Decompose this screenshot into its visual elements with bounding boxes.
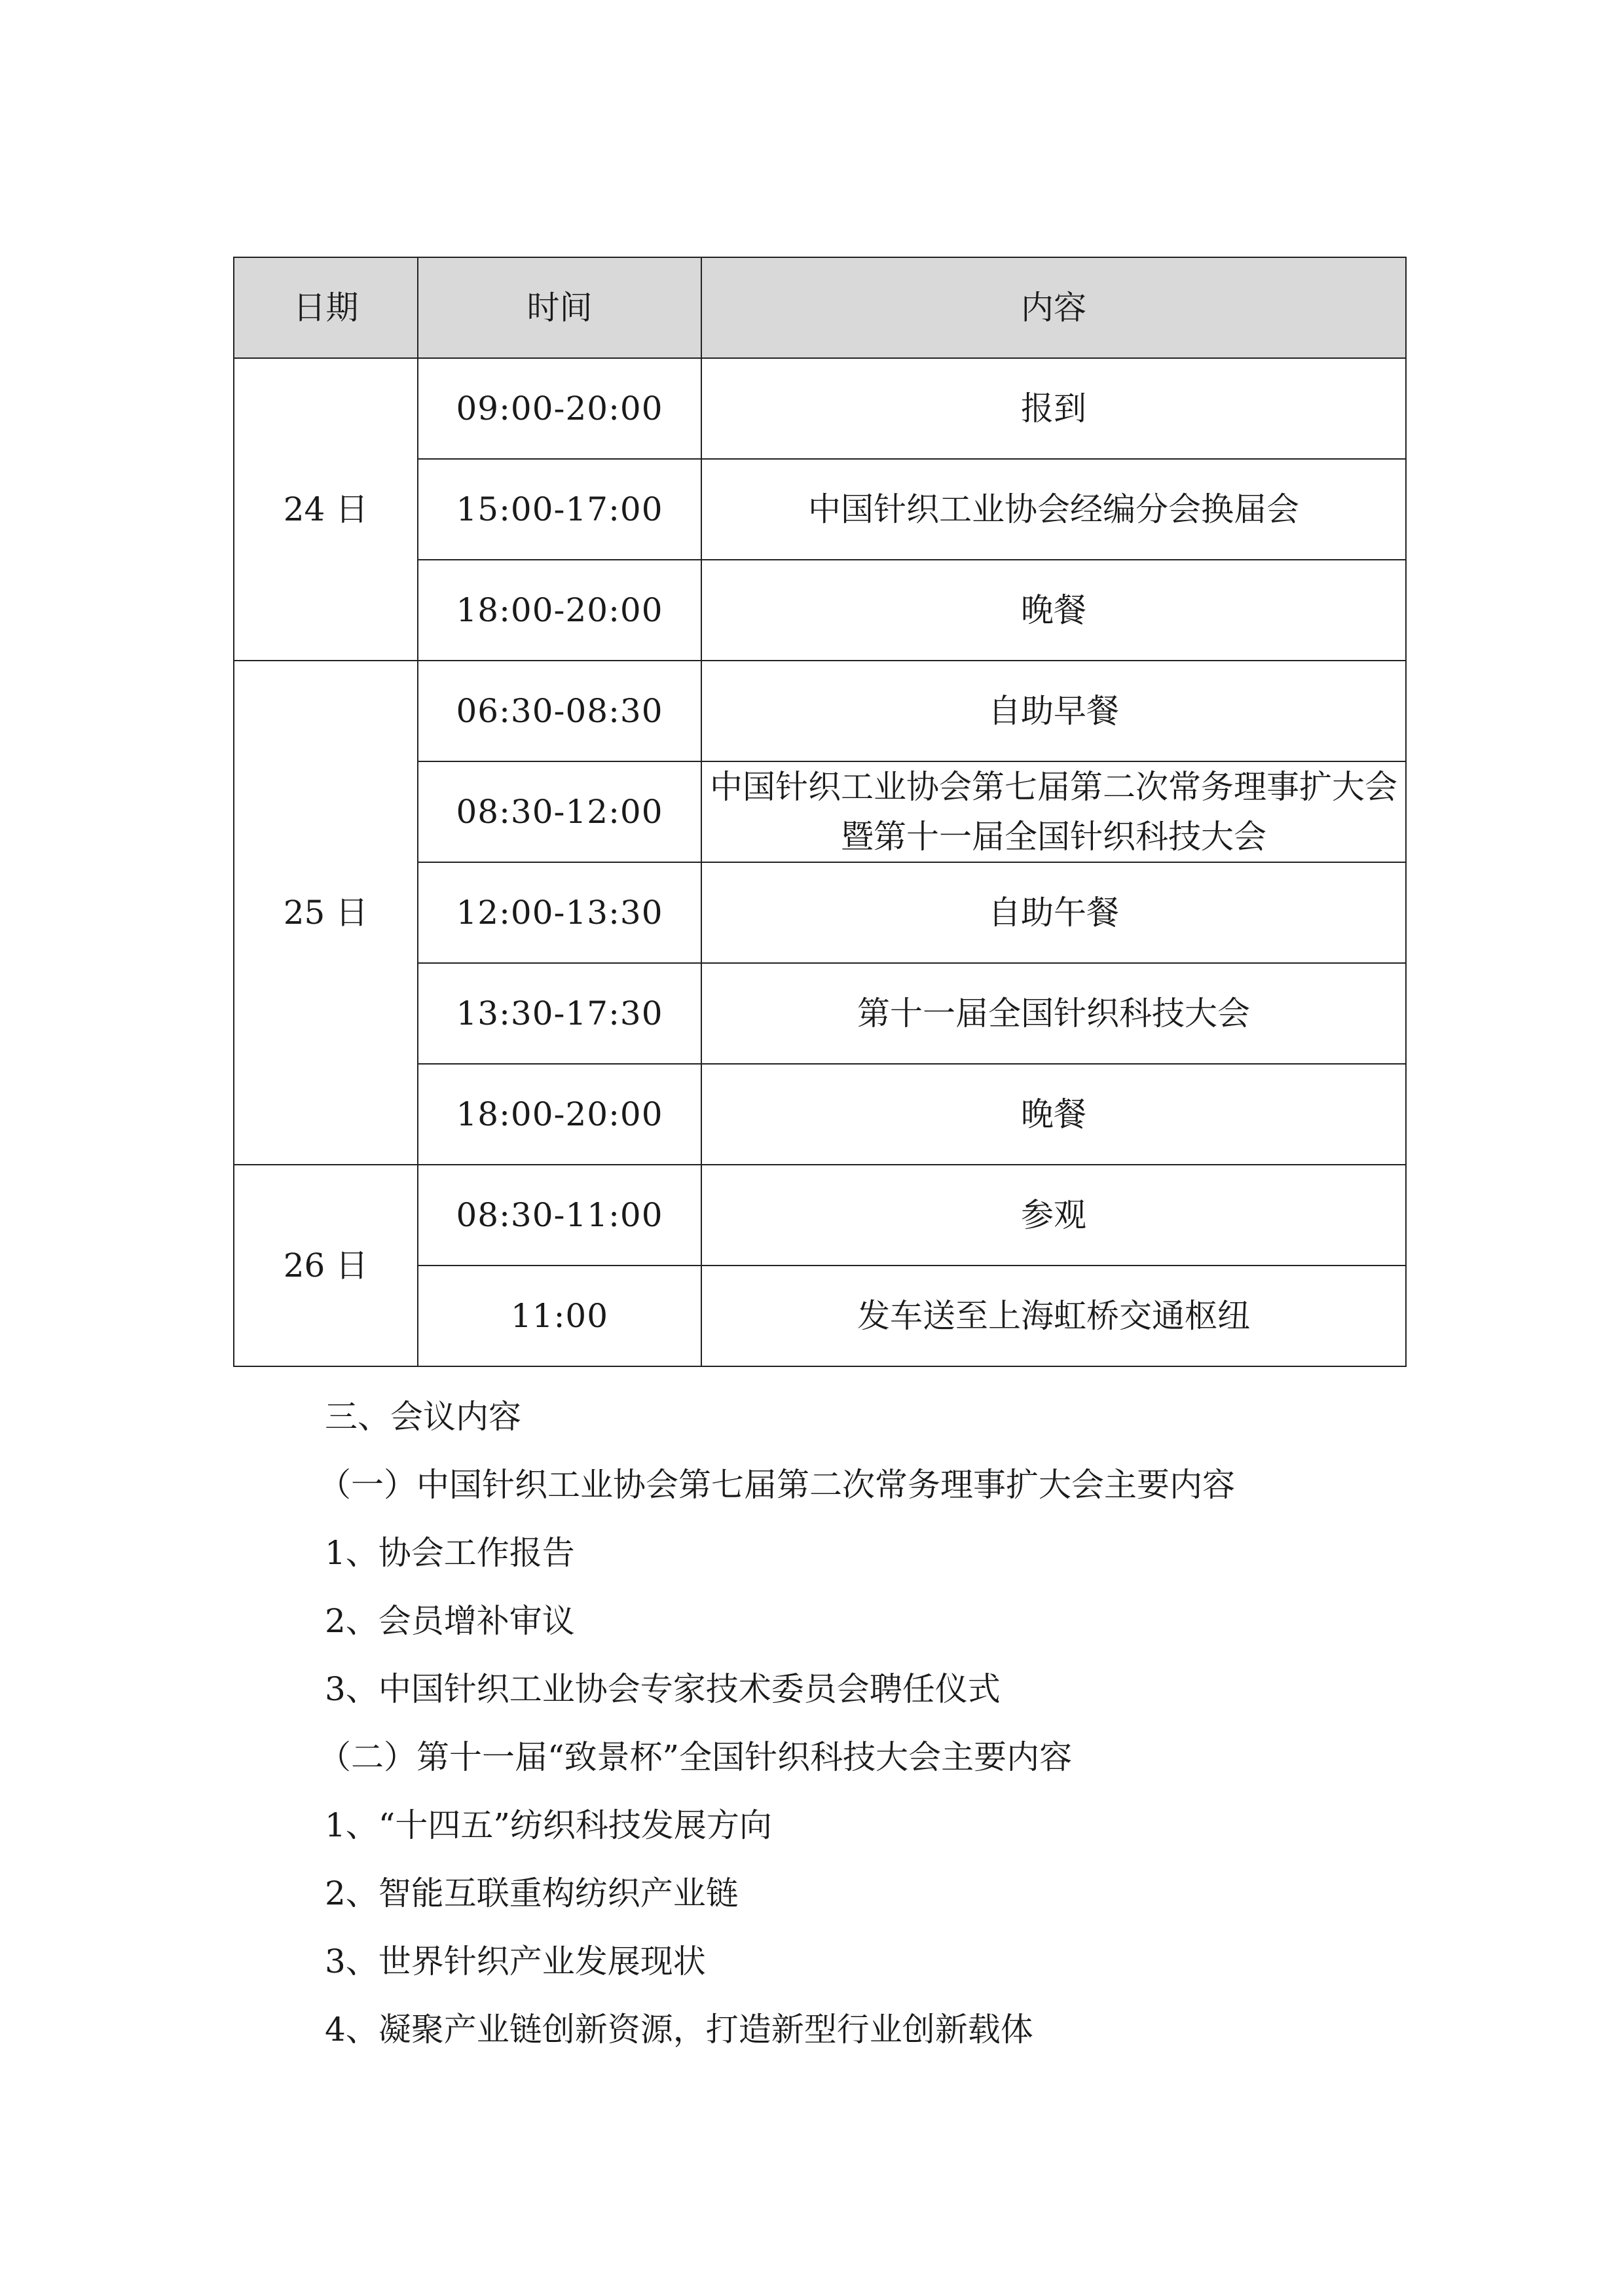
date-cell-24: 24 日 (234, 358, 418, 661)
content-cell: 自助早餐 (701, 661, 1406, 761)
content-cell: 晚餐 (701, 560, 1406, 661)
content-cell: 第十一届全国针织科技大会 (701, 963, 1406, 1064)
part1-title: （一）中国针织工业协会第七届第二次常务理事扩大会主要内容 (318, 1466, 1235, 1504)
time-cell: 08:30-12:00 (418, 761, 701, 862)
list-item: 1、“十四五”纺织科技发展方向 (325, 1806, 772, 1844)
time-cell: 18:00-20:00 (418, 560, 701, 661)
header-time: 时间 (418, 257, 701, 358)
date-cell-26: 26 日 (234, 1165, 418, 1366)
schedule-table (233, 257, 1407, 1367)
content-cell: 发车送至上海虹桥交通枢纽 (701, 1266, 1406, 1366)
time-cell: 18:00-20:00 (418, 1064, 701, 1165)
list-item: 4、凝聚产业链创新资源，打造新型行业创新载体 (325, 2011, 1033, 2049)
content-cell: 中国针织工业协会第七届第二次常务理事扩大会暨第十一届全国针织科技大会 (701, 761, 1406, 862)
time-cell: 08:30-11:00 (418, 1165, 701, 1266)
list-item: 3、中国针织工业协会专家技术委员会聘任仪式 (325, 1670, 1001, 1708)
header-date: 日期 (234, 257, 418, 358)
table-header-row (234, 257, 1406, 358)
time-cell: 11:00 (418, 1266, 701, 1366)
content-cell: 晚餐 (701, 1064, 1406, 1165)
list-item: 3、世界针织产业发展现状 (325, 1942, 706, 1980)
table-row (234, 1165, 1406, 1266)
table-row (234, 661, 1406, 761)
content-cell: 自助午餐 (701, 862, 1406, 963)
content-cell: 参观 (701, 1165, 1406, 1266)
content-cell: 报到 (701, 358, 1406, 459)
time-cell: 06:30-08:30 (418, 661, 701, 761)
list-item: 2、智能互联重构纺织产业链 (325, 1874, 739, 1912)
time-cell: 13:30-17:30 (418, 963, 701, 1064)
meeting-content-section (318, 1383, 1438, 2064)
table-row (234, 358, 1406, 459)
header-content: 内容 (701, 257, 1406, 358)
time-cell: 15:00-17:00 (418, 459, 701, 560)
part2-title: （二）第十一届“致景杯”全国针织科技大会主要内容 (318, 1738, 1073, 1776)
time-cell: 09:00-20:00 (418, 358, 701, 459)
time-cell: 12:00-13:30 (418, 862, 701, 963)
section-heading: 三、会议内容 (325, 1398, 521, 1436)
list-item: 2、会员增补审议 (325, 1602, 575, 1640)
content-cell: 中国针织工业协会经编分会换届会 (701, 459, 1406, 560)
date-cell-25: 25 日 (234, 661, 418, 1165)
list-item: 1、协会工作报告 (325, 1534, 575, 1572)
